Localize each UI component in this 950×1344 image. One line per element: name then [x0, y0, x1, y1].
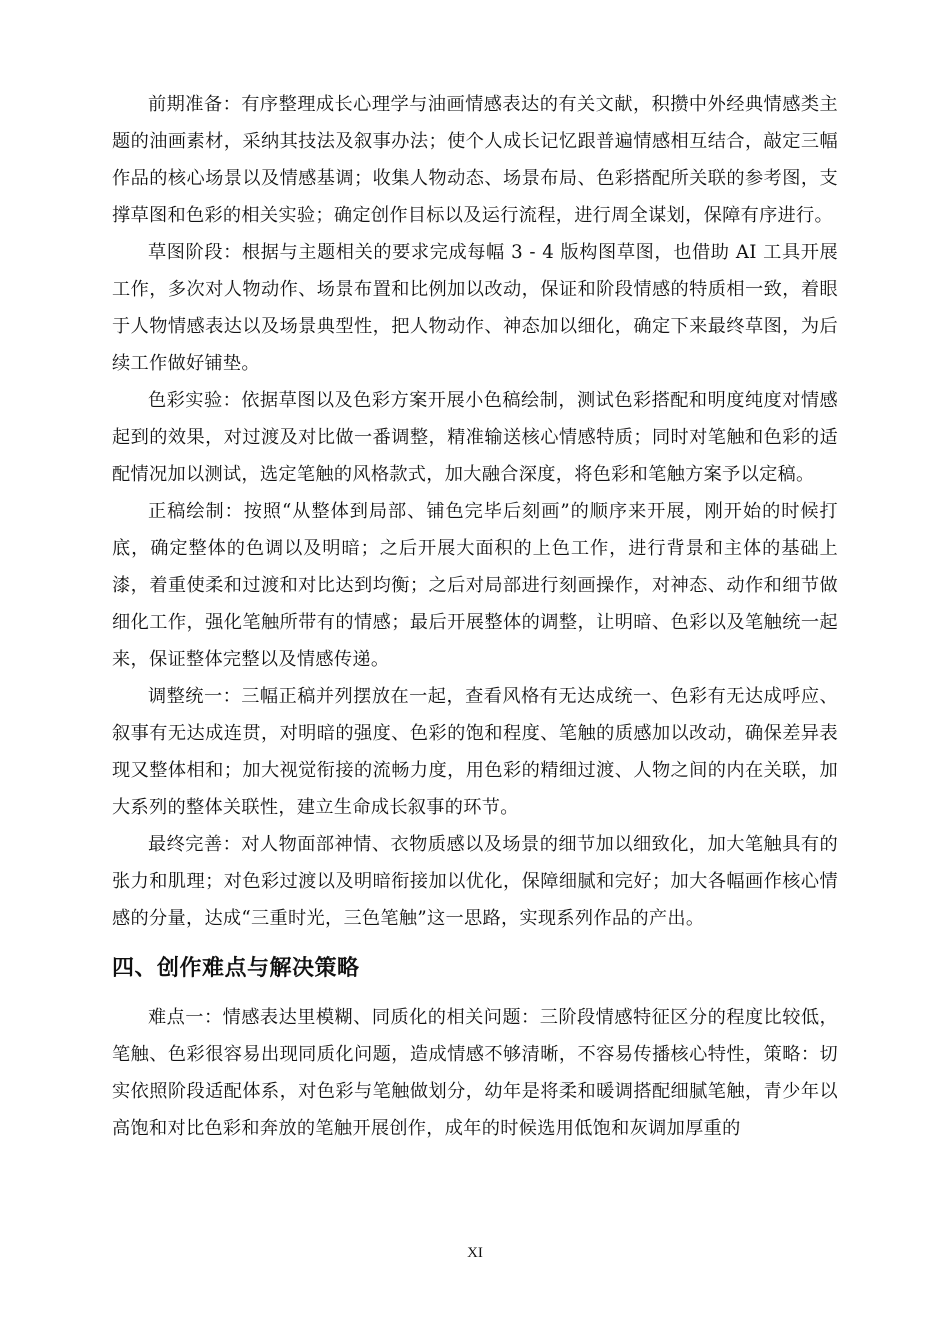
page-number: XI [467, 1245, 483, 1261]
page-content [112, 86, 838, 1147]
paragraph-sketch-stage: 草图阶段：根据与主题相关的要求完成每幅 3 - 4 版构图草图，也借助 AI 工具开展工作，多次对人物动作、场景布置和比例加以改动，保证和阶段情感的特质相一致，着眼于人物情感表达以及场景典型性，把人物动作、神态加以细化，确定下来最终草图，为后续工作做好铺垫。 [112, 242, 838, 374]
paragraph-color-experiment: 色彩实验：依据草图以及色彩方案开展小色稿绘制，测试色彩搭配和明度纯度对情感起到的效果，对过渡及对比做一番调整，精准输送核心情感特质；同时对笔触和色彩的适配情况加以测试，选定笔触的风格款式，加大融合深度，将色彩和笔触方案予以定稿。 [112, 390, 838, 485]
paragraph-final-drawing: 正稿绘制：按照“从整体到局部、铺色完毕后刻画”的顺序来开展，刚开始的时候打底，确定整体的色调以及明暗；之后开展大面积的上色工作，进行背景和主体的基础上漆，着重使柔和过渡和对比达到均衡；之后对局部进行刻画操作，对神态、动作和细节做细化工作，强化笔触所带有的情感；最后开展整体的调整，让明暗、色彩以及笔触统一起来，保证整体完整以及情感传递。 [112, 501, 838, 670]
paragraph-difficulty-one: 难点一：情感表达里模糊、同质化的相关问题：三阶段情感特征区分的程度比较低，笔触、色彩很容易出现同质化问题，造成情感不够清晰，不容易传播核心特性，策略：切实依照阶段适配体系，对色彩与笔触做划分，幼年是将柔和暖调搭配细腻笔触，青少年以高饱和对比色彩和奔放的笔触开展创作，成年的时候选用低饱和灰调加厚重的 [112, 1007, 838, 1139]
section-heading: 四、创作难点与解决策略 [112, 956, 360, 981]
paragraph-preparation: 前期准备：有序整理成长心理学与油画情感表达的有关文献，积攒中外经典情感类主题的油画素材，采纳其技法及叙事办法；使个人成长记忆跟普遍情感相互结合，敲定三幅作品的核心场景以及情感基调；收集人物动态、场景布局、色彩搭配所关联的参考图，支撑草图和色彩的相关实验；确定创作目标以及运行流程，进行周全谋划，保障有序进行。 [112, 94, 838, 226]
paragraph-adjustment: 调整统一：三幅正稿并列摆放在一起，查看风格有无达成统一、色彩有无达成呼应、叙事有无达成连贯，对明暗的强度、色彩的饱和程度、笔触的质感加以改动，确保差异表现又整体相和；加大视觉衔接的流畅力度，用色彩的精细过渡、人物之间的内在关联，加大系列的整体关联性，建立生命成长叙事的环节。 [112, 686, 838, 818]
paragraph-final-refinement: 最终完善：对人物面部神情、衣物质感以及场景的细节加以细致化，加大笔触具有的张力和肌理；对色彩过渡以及明暗衔接加以优化，保障细腻和完好；加大各幅画作核心情感的分量，达成“三重时光，三色笔触”这一思路，实现系列作品的产出。 [112, 834, 838, 929]
